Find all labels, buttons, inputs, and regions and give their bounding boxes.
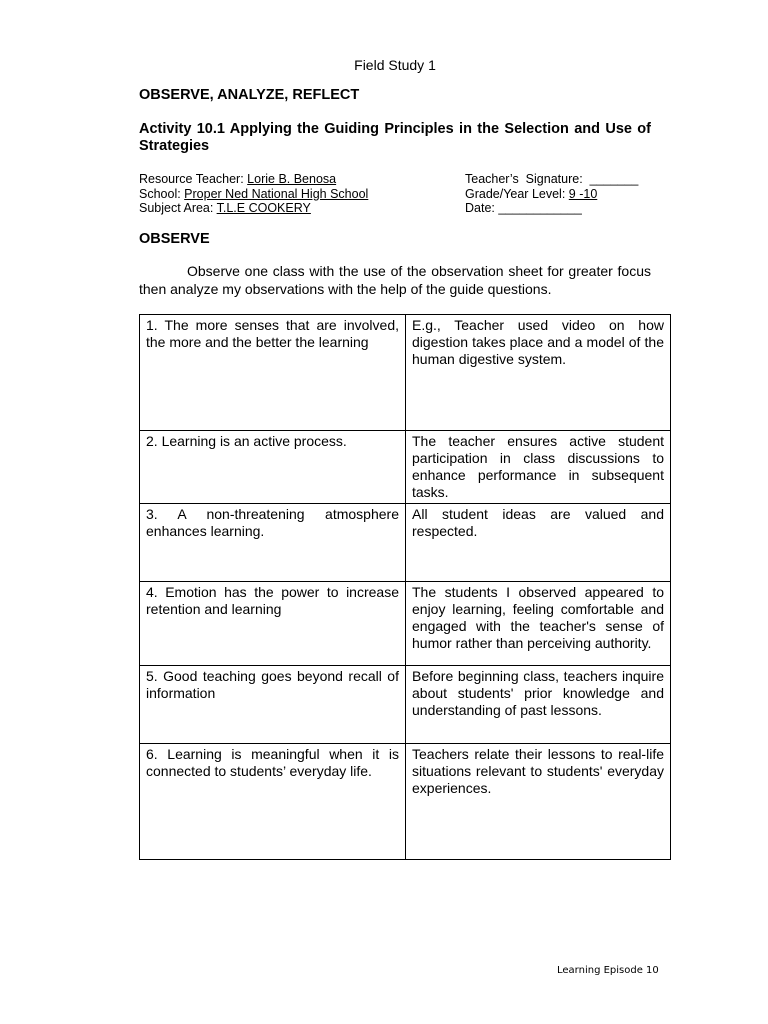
grade-value: 9 -10 [568, 186, 598, 201]
subject-label: Subject Area: [139, 201, 217, 215]
resource-teacher-label: Resource Teacher: [139, 172, 248, 186]
school-line [139, 187, 459, 202]
signature-blank: _______ [589, 172, 639, 186]
observation-cell: E.g., Teacher used video on how digestion takes place and a model of the human digestive system. [406, 315, 671, 431]
observation-cell: Teachers relate their lessons to real-life situations relevant to students' everyday experiences. [406, 744, 671, 860]
observation-table [139, 314, 671, 860]
table-row [140, 504, 671, 582]
principle-cell: 6. Learning is meaningful when it is connected to students’ everyday life. [140, 744, 406, 860]
observation-cell: All student ideas are valued and respected. [406, 504, 671, 582]
table-row [140, 582, 671, 666]
page-header: Field Study 1 [354, 57, 436, 73]
table-row [140, 744, 671, 860]
principle-cell: 3. A non-threatening atmosphere enhances learning. [140, 504, 406, 582]
table-row [140, 431, 671, 504]
date-line [465, 201, 665, 216]
principle-cell: 5. Good teaching goes beyond recall of information [140, 666, 406, 744]
principle-cell: 1. The more senses that are involved, the more and the better the learning [140, 315, 406, 431]
grade-line [465, 187, 665, 202]
observation-cell: The teacher ensures active student participation in class discussions to enhance performance in subsequent tasks. [406, 431, 671, 504]
table-row [140, 315, 671, 431]
activity-title: Activity 10.1 Applying the Guiding Principles in the Selection and Use of Strategies [139, 121, 651, 154]
observation-cell: The students I observed appeared to enjoy learning, feeling comfortable and engaged with the teacher's sense of humor rather than perceiving authority. [406, 582, 671, 666]
page-footer: Learning Episode 10 [557, 965, 659, 976]
principle-cell: 4. Emotion has the power to increase retention and learning [140, 582, 406, 666]
school-value: Proper Ned National High School [184, 186, 369, 201]
info-left-block [139, 172, 459, 216]
observation-cell: Before beginning class, teachers inquire about students' prior knowledge and understanding of past lessons. [406, 666, 671, 744]
section-title: OBSERVE, ANALYZE, REFLECT [139, 87, 360, 103]
resource-teacher-value: Lorie B. Benosa [247, 172, 337, 186]
resource-teacher-line [139, 172, 459, 187]
date-blank: ____________ [498, 201, 582, 215]
info-right-block [465, 172, 665, 216]
subject-line [139, 201, 459, 216]
subject-value: T.L.E COOKERY [216, 201, 311, 215]
school-label: School: [139, 186, 185, 201]
principle-cell: 2. Learning is an active process. [140, 431, 406, 504]
signature-label: Teacher’s Signature: [465, 172, 590, 186]
observe-heading: OBSERVE [139, 231, 210, 247]
date-label: Date: [465, 201, 499, 215]
intro-paragraph: Observe one class with the use of the observation sheet for greater focus then analyze my observations with the help of the guide questions. [139, 263, 651, 297]
signature-line [465, 172, 665, 187]
table-row [140, 666, 671, 744]
grade-label: Grade/Year Level: [465, 186, 569, 201]
